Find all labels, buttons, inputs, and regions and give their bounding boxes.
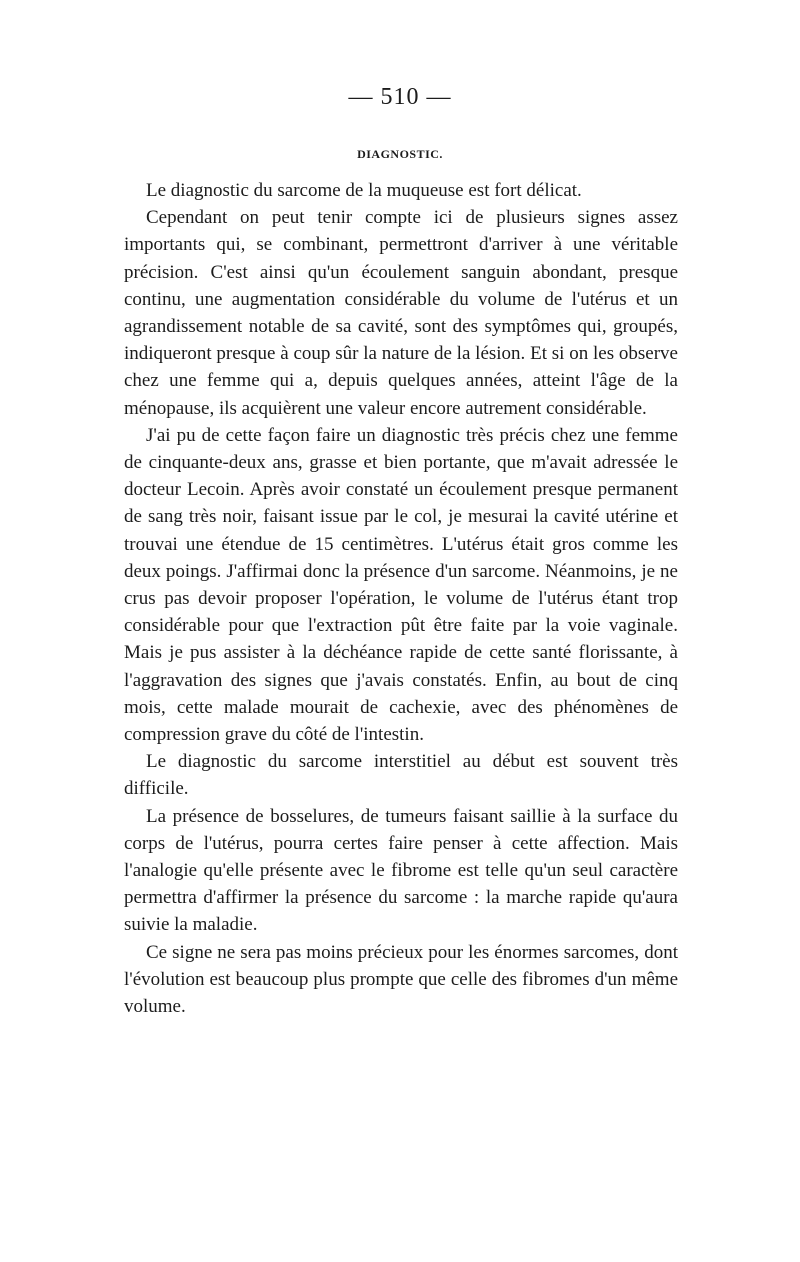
paragraph-5: La présence de bosselures, de tumeurs faisant saillie à la surface du corps de l'utérus, pourra certes faire penser à cette affection. Mais l'analogie qu'elle présente avec le fibrome est telle qu'un seul caractère permettra d'affirmer la présence du sarcome : la marche rapide qu'aura suivie la maladie.: [124, 805, 678, 936]
page-number: — 510 —: [348, 84, 452, 110]
body-text: [124, 177, 678, 1020]
paragraph-4: Le diagnostic du sarcome interstitiel au début est souvent très difficile.: [124, 751, 678, 800]
paragraph-1: Le diagnostic du sarcome de la muqueuse est fort délicat.: [146, 180, 582, 201]
paragraph-2: Cependant on peut tenir compte ici de plusieurs signes assez importants qui, se combinant, permettront d'arriver à une véritable précision. C'est ainsi qu'un écoulement sanguin abondant, presque continu, une augmentation considérable du volume de l'utérus et un agrandissement notable de sa cavité, sont des symptômes qui, groupés, indiqueront presque à coup sûr la nature de la lésion. Et si on les observe chez une femme qui a, depuis quelques années, atteint l'âge de la ménopause, ils acquièrent une valeur encore autrement considérable.: [124, 207, 678, 419]
running-head: DIAGNOSTIC.: [357, 147, 443, 161]
paragraph-6: Ce signe ne sera pas moins précieux pour les énormes sarcomes, dont l'évolution est beaucoup plus prompte que celle des fibromes d'un même volume.: [124, 941, 678, 1018]
paragraph-3: J'ai pu de cette façon faire un diagnostic très précis chez une femme de cinquante-deux ans, grasse et bien portante, que m'avait adressée le docteur Lecoin. Après avoir constaté un écoulement presque permanent de sang très noir, faisant issue par le col, je mesurai la cavité utérine et trouvai une étendue de 15 centimètres. L'utérus était gros comme les deux poings. J'affirmai donc la présence d'un sarcome. Néanmoins, je ne crus pas devoir proposer l'opération, le volume de l'utérus étant trop considérable pour que l'extraction pût être faite par la voie vaginale. Mais je pus assister à la déchéance rapide de cette santé florissante, à l'aggravation des signes que j'avais constatés. Enfin, au bout de cinq mois, cette malade mourait de cachexie, avec des phénomènes de compression grave du côté de l'intestin.: [124, 424, 678, 746]
